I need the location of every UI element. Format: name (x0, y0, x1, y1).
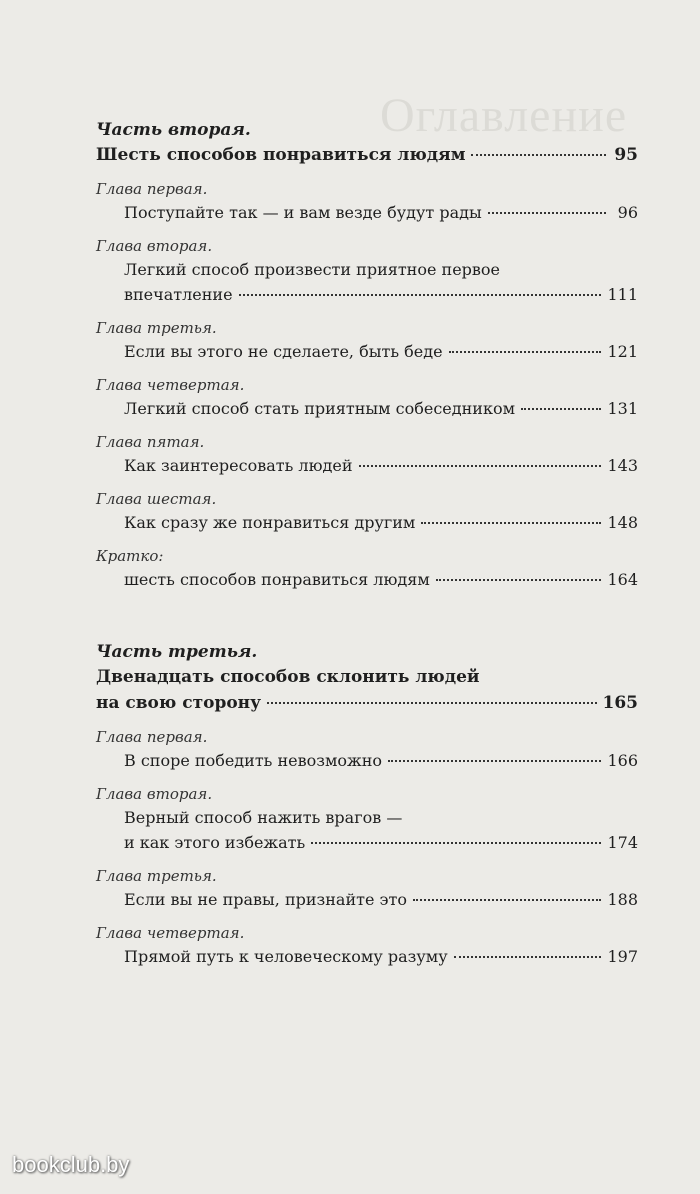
chapter-title: Прямой путь к человеческому разуму (124, 947, 448, 966)
leader-dots (454, 956, 602, 958)
page-number: 96 (617, 203, 638, 222)
chapter-entry (96, 923, 638, 969)
page-number: 165 (602, 693, 638, 713)
chapter-title-line: Верный способ нажить врагов — (124, 808, 403, 827)
page-number: 95 (614, 145, 638, 165)
leader-dots (311, 842, 601, 844)
page-number: 164 (607, 570, 638, 589)
chapter-title: Если вы этого не сделаете, быть беде (124, 342, 443, 361)
leader-dots (239, 294, 602, 296)
leader-dots (449, 351, 602, 353)
leader-dots (471, 154, 606, 156)
chapter-title: В споре победить невозможно (124, 751, 383, 770)
chapter-title-row (96, 282, 638, 307)
page-number: 197 (607, 947, 638, 966)
chapter-entry (96, 727, 638, 773)
chapter-label: Глава четвертая. (96, 376, 245, 394)
part-heading: Шесть способов понравиться людям (96, 145, 466, 165)
chapter-title-row (96, 339, 638, 364)
chapter-entry (96, 489, 638, 535)
chapter-title-row (96, 396, 638, 421)
leader-dots (413, 899, 601, 901)
chapter-entry (96, 375, 638, 421)
chapter-title: впечатление (124, 285, 233, 304)
page-number: 131 (607, 399, 638, 418)
leader-dots (488, 212, 606, 214)
leader-dots (521, 408, 601, 410)
chapter-title: Как заинтересовать людей (124, 456, 353, 475)
chapter-entry (96, 866, 638, 912)
page-number: 174 (607, 833, 638, 852)
chapter-title: Как сразу же понравиться другим (124, 513, 416, 532)
chapter-title-row (96, 200, 638, 225)
chapter-label: Глава вторая. (96, 785, 213, 803)
chapter-title: Поступайте так — и вам везде будут рады (124, 203, 482, 222)
chapter-title-line: Легкий способ произвести приятное первое (124, 260, 501, 279)
chapter-entry (96, 179, 638, 225)
part-two (96, 118, 638, 592)
part-label: Часть третья. (96, 642, 258, 662)
chapter-entry (96, 432, 638, 478)
chapter-entry (96, 784, 638, 855)
leader-dots (267, 702, 596, 704)
chapter-title: Легкий способ стать приятным собеседником (124, 399, 516, 418)
page-number: 143 (607, 456, 638, 475)
chapter-label: Глава четвертая. (96, 924, 245, 942)
chapter-entry (96, 546, 638, 592)
leader-dots (421, 522, 601, 524)
part-heading-row (96, 690, 638, 716)
chapter-title-row (96, 944, 638, 969)
chapter-label: Кратко: (96, 547, 164, 565)
page-number: 121 (607, 342, 638, 361)
leader-dots (359, 465, 602, 467)
chapter-title-row (96, 567, 638, 592)
page-number: 111 (607, 285, 638, 304)
part-heading-line: Двенадцать способов склонить людей (96, 667, 480, 687)
page-number: 188 (607, 890, 638, 909)
leader-dots (436, 579, 602, 581)
chapter-entry (96, 318, 638, 364)
chapter-title-row (96, 453, 638, 478)
chapter-label: Глава пятая. (96, 433, 205, 451)
page-number: 148 (607, 513, 638, 532)
chapter-title-row (96, 830, 638, 855)
chapter-title: Если вы не правы, признайте это (124, 890, 407, 909)
chapter-label: Глава первая. (96, 180, 208, 198)
chapter-label: Глава вторая. (96, 237, 213, 255)
chapter-title-row (96, 887, 638, 912)
chapter-label: Глава шестая. (96, 490, 217, 508)
chapter-title: и как этого избежать (124, 833, 306, 852)
chapter-entry (96, 236, 638, 307)
part-heading: на свою сторону (96, 693, 262, 713)
chapter-title: шесть способов понравиться людям (124, 570, 430, 589)
chapter-label: Глава первая. (96, 728, 208, 746)
chapter-label: Глава третья. (96, 867, 217, 885)
leader-dots (388, 760, 601, 762)
site-watermark: bookclub.by (12, 1152, 130, 1177)
part-heading-row (96, 142, 638, 168)
chapter-title-row (96, 510, 638, 535)
part-label: Часть вторая. (96, 120, 251, 140)
part-spacer (96, 596, 638, 640)
page-number: 166 (607, 751, 638, 770)
bleed-through-heading: Оглавление (380, 89, 628, 142)
part-three (96, 640, 638, 969)
table-of-contents (96, 118, 638, 973)
chapter-label: Глава третья. (96, 319, 217, 337)
chapter-title-row (96, 748, 638, 773)
